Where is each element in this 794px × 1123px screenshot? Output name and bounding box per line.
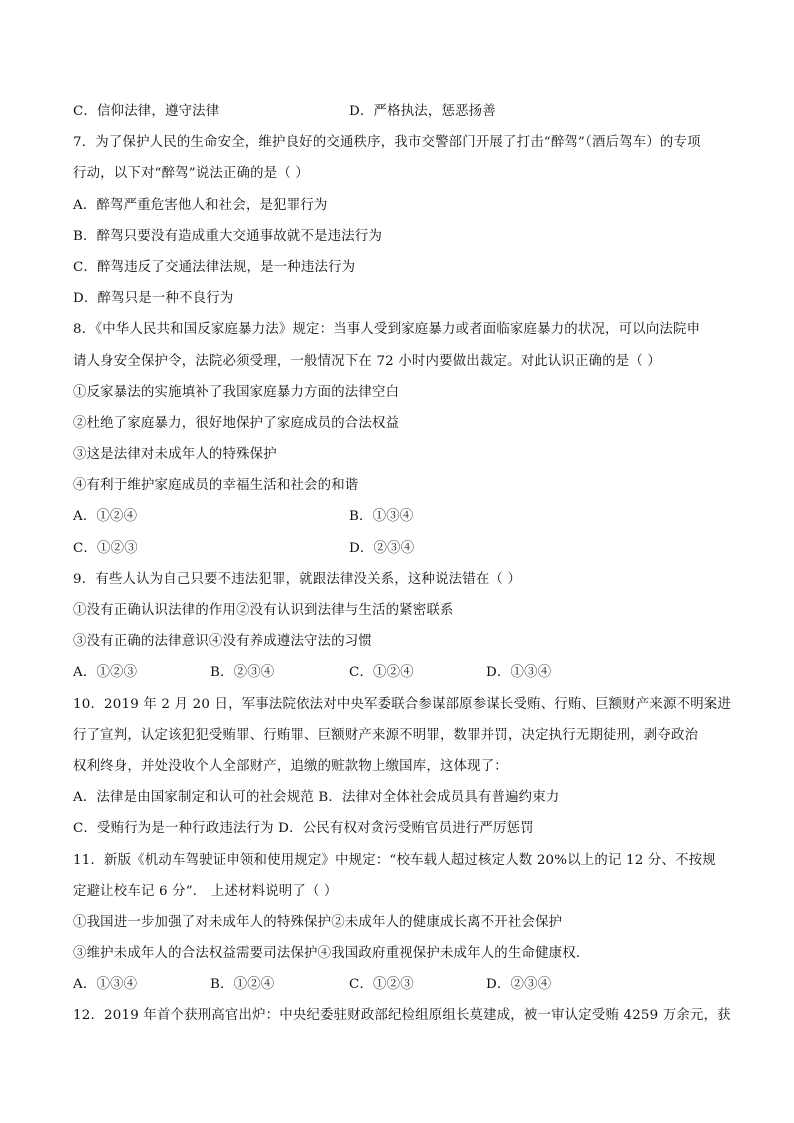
question-9-option-d: D．①③④ (486, 665, 552, 681)
question-11-stem: 11．新版《机动车驾驶证申领和使用规定》中规定：“校车载人超过核定人数 20%以上的记 12 分、不按规 (73, 852, 716, 868)
question-7-stem: 7．为了保护人民的生命安全，维护良好的交通秩序，我市交警部门开展了打击“醉驾”（酒后驾车）的专项 (73, 135, 701, 151)
question-9-option-c: C．①②④ (349, 665, 414, 681)
question-11-statements-12: ①我国进一步加强了对未成年人的特殊保护②未成年人的健康成长离不开社会保护 (73, 914, 563, 930)
question-8-options-cd (73, 533, 733, 564)
question-10-stem-cont-1: 行了宣判，认定该犯犯受贿罪、行贿罪、巨额财产来源不明罪，数罪并罚，决定执行无期徒刑，剥夺政治 (73, 727, 699, 743)
question-8-options-ab (73, 501, 733, 532)
question-8-option-a: A．①②④ (73, 509, 138, 525)
question-11-option-d: D．②③④ (486, 977, 552, 993)
question-8-option-d: D．②③④ (349, 540, 415, 556)
question-8-stem: 8．《中华人民共和国反家庭暴力法》规定：当事人受到家庭暴力或者面临家庭暴力的状况，可以向法院申 (73, 322, 701, 338)
question-10-options-ab: A．法律是由国家制定和认可的社会规范 B．法律对全体社会成员具有普遍约束力 (73, 790, 560, 806)
question-8-statement-2: ②杜绝了家庭暴力，很好地保护了家庭成员的合法权益 (73, 415, 400, 431)
question-9-option-a: A．①②③ (73, 665, 138, 681)
option-c: C．信仰法律，遵守法律 (73, 104, 220, 119)
question-10-stem-cont-2: 权利终身，并处没收个人全部财产，追缴的赃款物上缴国库，这体现了： (73, 758, 508, 774)
question-9-statements-34: ③没有正确的法律意识④没有养成遵法守法的习惯 (73, 634, 372, 650)
question-8-statement-3: ③这是法律对未成年人的特殊保护 (73, 447, 277, 463)
option-row (73, 96, 733, 127)
question-10-stem: 10．2019 年 2 月 20 日，军事法院依法对中央军委联合参谋部原参谋长受贿、行贿、巨额财产来源不明案进 (73, 696, 731, 712)
question-11-option-c: C．①②③ (349, 977, 414, 993)
question-11-option-a: A．①③④ (73, 977, 138, 993)
question-7-option-a: A．醉驾严重危害他人和社会，是犯罪行为 (73, 197, 328, 213)
question-8-statement-4: ④有利于维护家庭成员的幸福生活和社会的和谐 (73, 478, 359, 494)
question-9-stem: 9．有些人认为自己只要不违法犯罪，就跟法律没关系，这种说法错在（ ） (73, 571, 522, 587)
question-8-option-c: C．①②③ (73, 540, 138, 556)
exam-page (73, 96, 733, 1032)
question-11-statements-34: ③维护未成年人的合法权益需要司法保护④我国政府重视保护未成年人的生命健康权． (73, 946, 590, 962)
question-7-option-d: D．醉驾只是一种不良行为 (73, 291, 234, 307)
question-11-options (73, 969, 733, 1000)
question-11-stem-cont: 定避让校车记 6 分”． 上述材料说明了（ ） (73, 883, 338, 899)
question-7-option-b: B．醉驾只要没有造成重大交通事故就不是违法行为 (73, 228, 383, 244)
question-9-options (73, 657, 733, 688)
question-8-statement-1: ①反家暴法的实施填补了我国家庭暴力方面的法律空白 (73, 384, 400, 400)
option-d: D．严格执法，惩恶扬善 (349, 104, 496, 119)
question-12-stem: 12．2019 年首个获刑高官出炉：中央纪委驻财政部纪检组原组长莫建成，被一审认定受贿 4259 万余元，获 (73, 1008, 731, 1024)
question-10-options-cd: C．受贿行为是一种行政违法行为 D．公民有权对贪污受贿官员进行严厉惩罚 (73, 821, 534, 837)
question-8-stem-cont: 请人身安全保护令，法院必须受理，一般情况下在 72 小时内要做出裁定。对此认识正确的是（ ） (73, 353, 662, 369)
question-9-option-b: B．②③④ (210, 665, 275, 681)
question-8-option-b: B．①③④ (349, 509, 414, 525)
question-9-statements-12: ①没有正确认识法律的作用②没有认识到法律与生活的紧密联系 (73, 603, 454, 618)
question-7-stem-cont: 行动，以下对“醉驾”说法正确的是（ ） (73, 166, 309, 182)
question-7-option-c: C．醉驾违反了交通法律法规，是一种违法行为 (73, 259, 356, 275)
question-11-option-b: B．①②④ (210, 977, 275, 993)
